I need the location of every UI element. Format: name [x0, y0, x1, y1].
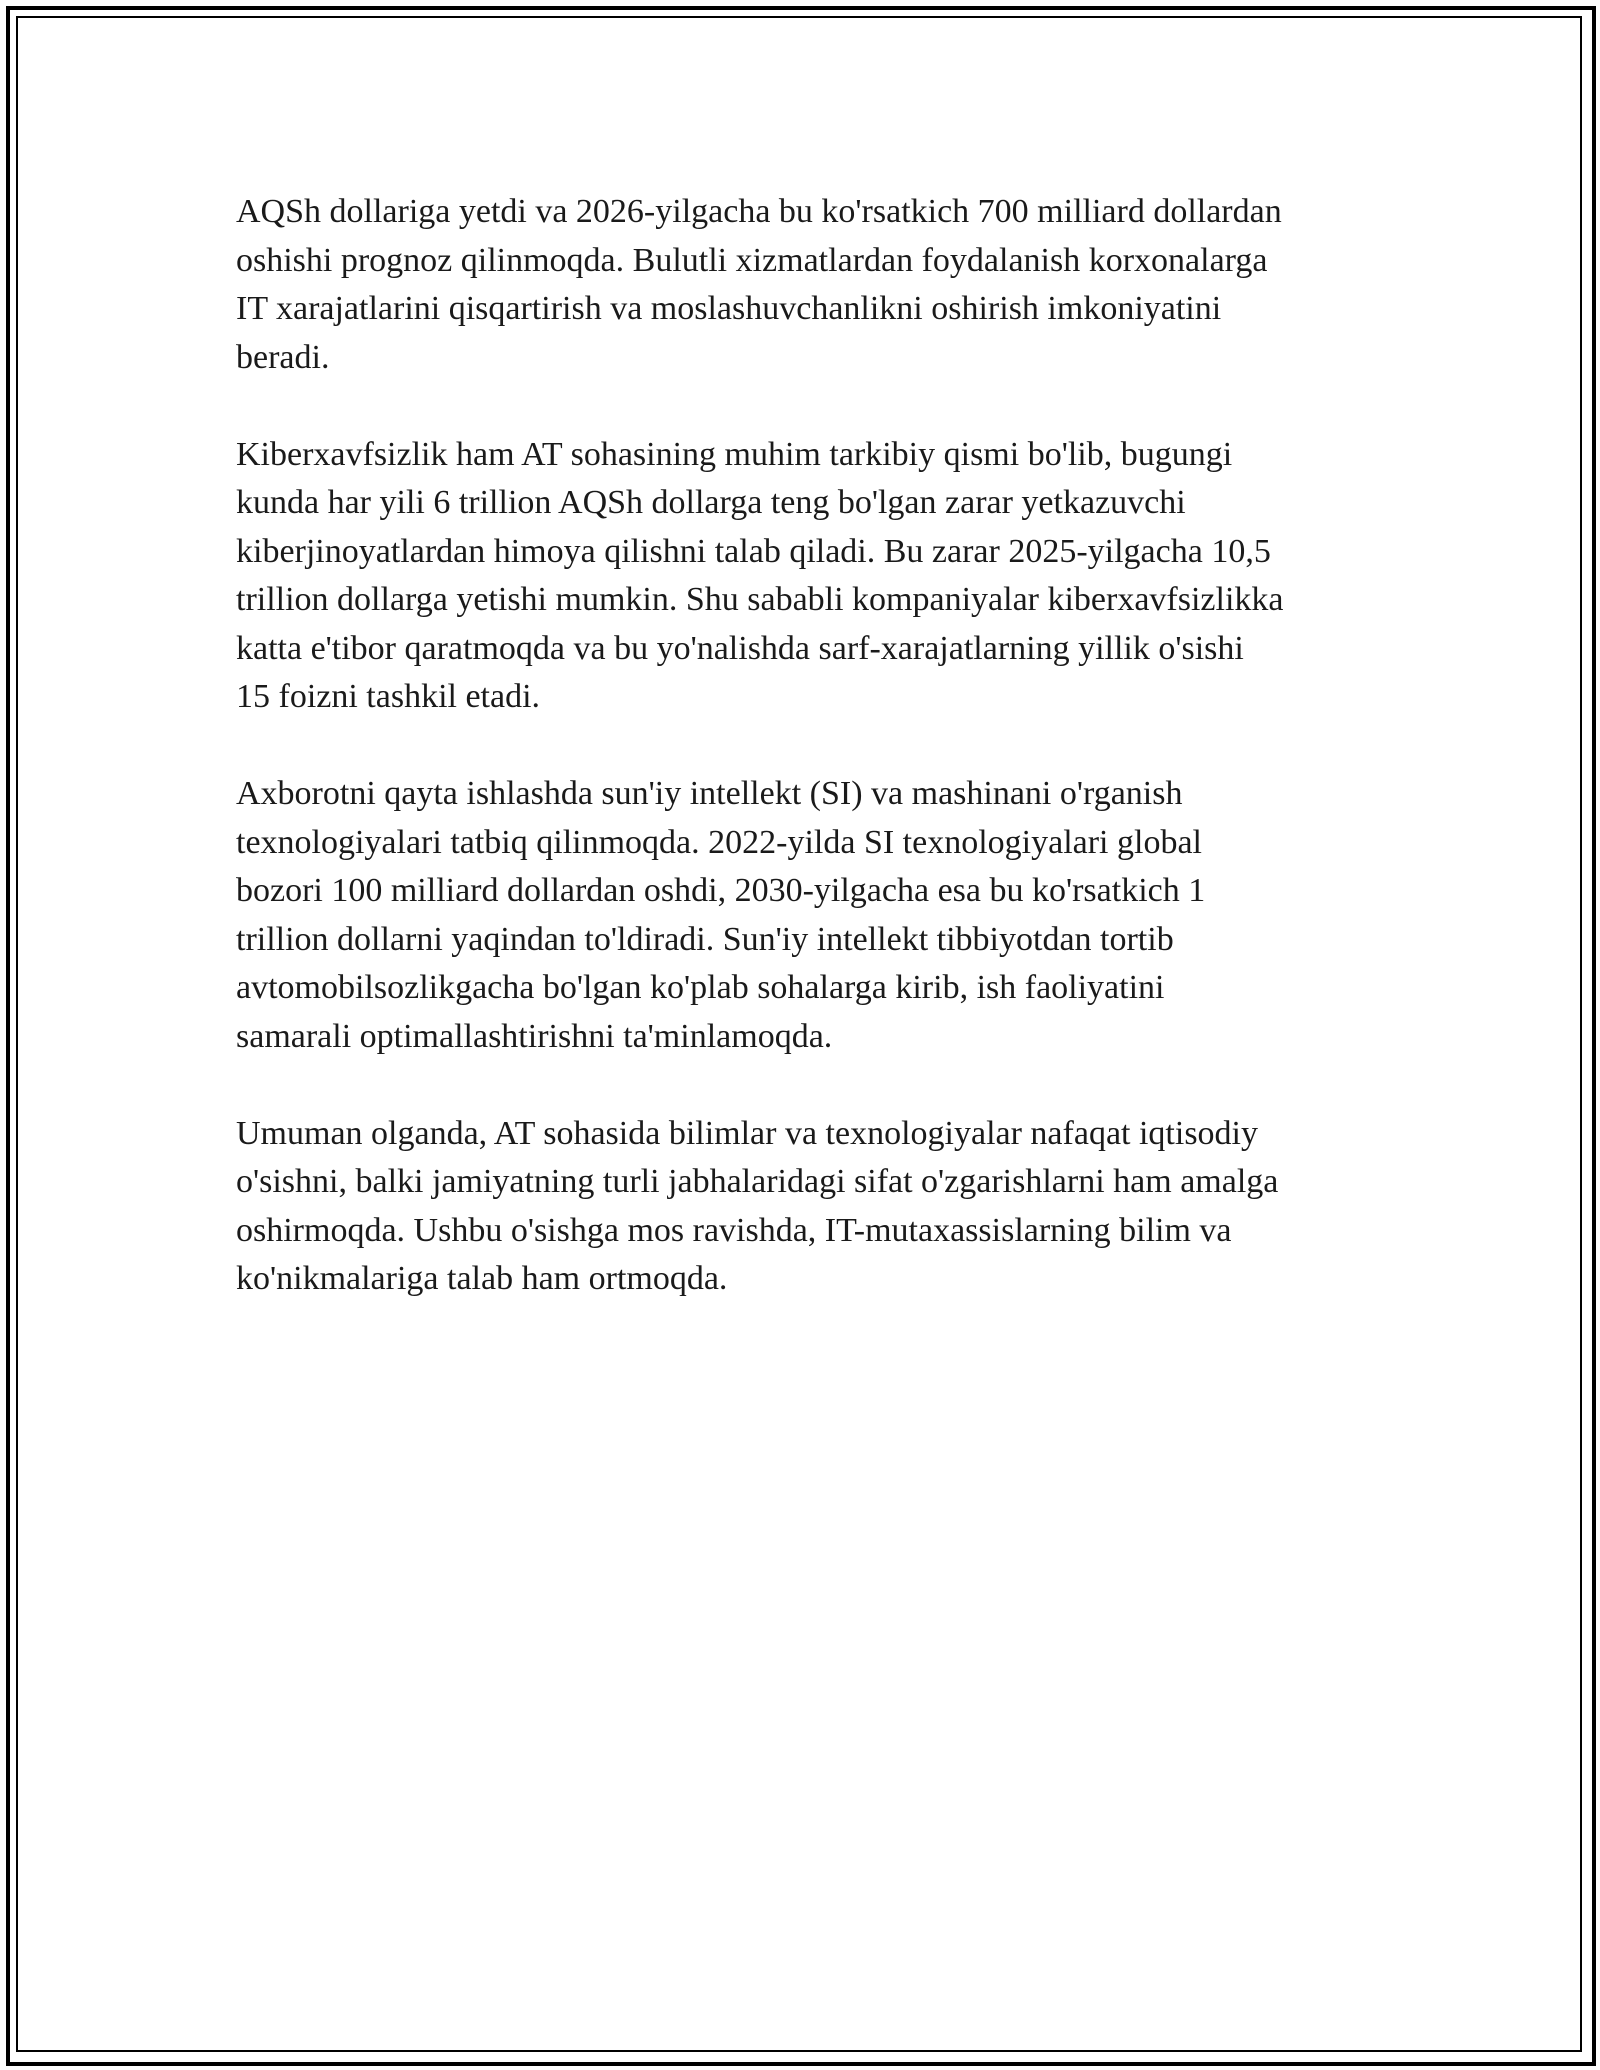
document-body — [236, 188, 1386, 1352]
paragraph-artificial-intelligence: Axborotni qayta ishlashda sun'iy intellekt (SI) va mashinani o'rganish texnologiyalari tatbiq qilinmoqda. 2022-yilda SI texnologiyalari global bozori 100 milliard dollardan oshdi, 2030-yilgacha esa bu ko'rsatkich 1 trillion dollarni yaqindan to'ldiradi. Sun'iy intellekt tibbiyotdan tortib avtomobilsozlikgacha bo'lgan ko'plab sohalarga kirib, ish faoliyatini samarali optimallashtirishni ta'minlamoqda. — [236, 775, 1206, 1055]
paragraph-conclusion: Umuman olganda, AT sohasida bilimlar va texnologiyalar nafaqat iqtisodiy o'sishni, balki jamiyatning turli jabhalaridagi sifat o'zgarishlarni ham amalga oshirmoqda. Ushbu o'sishga mos ravishda, IT-mutaxassislarning bilim va ko'nikmalariga talab ham ortmoqda. — [236, 1114, 1279, 1297]
paragraph-cybersecurity: Kiberxavfsizlik ham AT sohasining muhim tarkibiy qismi bo'lib, bugungi kunda har yili 6 trillion AQSh dollarga teng bo'lgan zarar yetkazuvchi kiberjinoyatlardan himoya qilishni talab qiladi. Bu zarar 2025-yilgacha 10,5 trillion dollarga yetishi mumkin. Shu sababli kompaniyalar kiberxavfsizlikka katta e'tibor qaratmoqda va bu yo'nalishda sarf-xarajatlarning yillik o'sishi 15 foizni tashkil etadi. — [236, 435, 1284, 715]
paragraph-cloud-services: AQSh dollariga yetdi va 2026-yilgacha bu ko'rsatkich 700 milliard dollardan oshishi prognoz qilinmoqda. Bulutli xizmatlardan foydalanish korxonalarga IT xarajatlarini qisqartirish va moslashuvchanlikni oshirish imkoniyatini beradi. — [236, 193, 1282, 376]
